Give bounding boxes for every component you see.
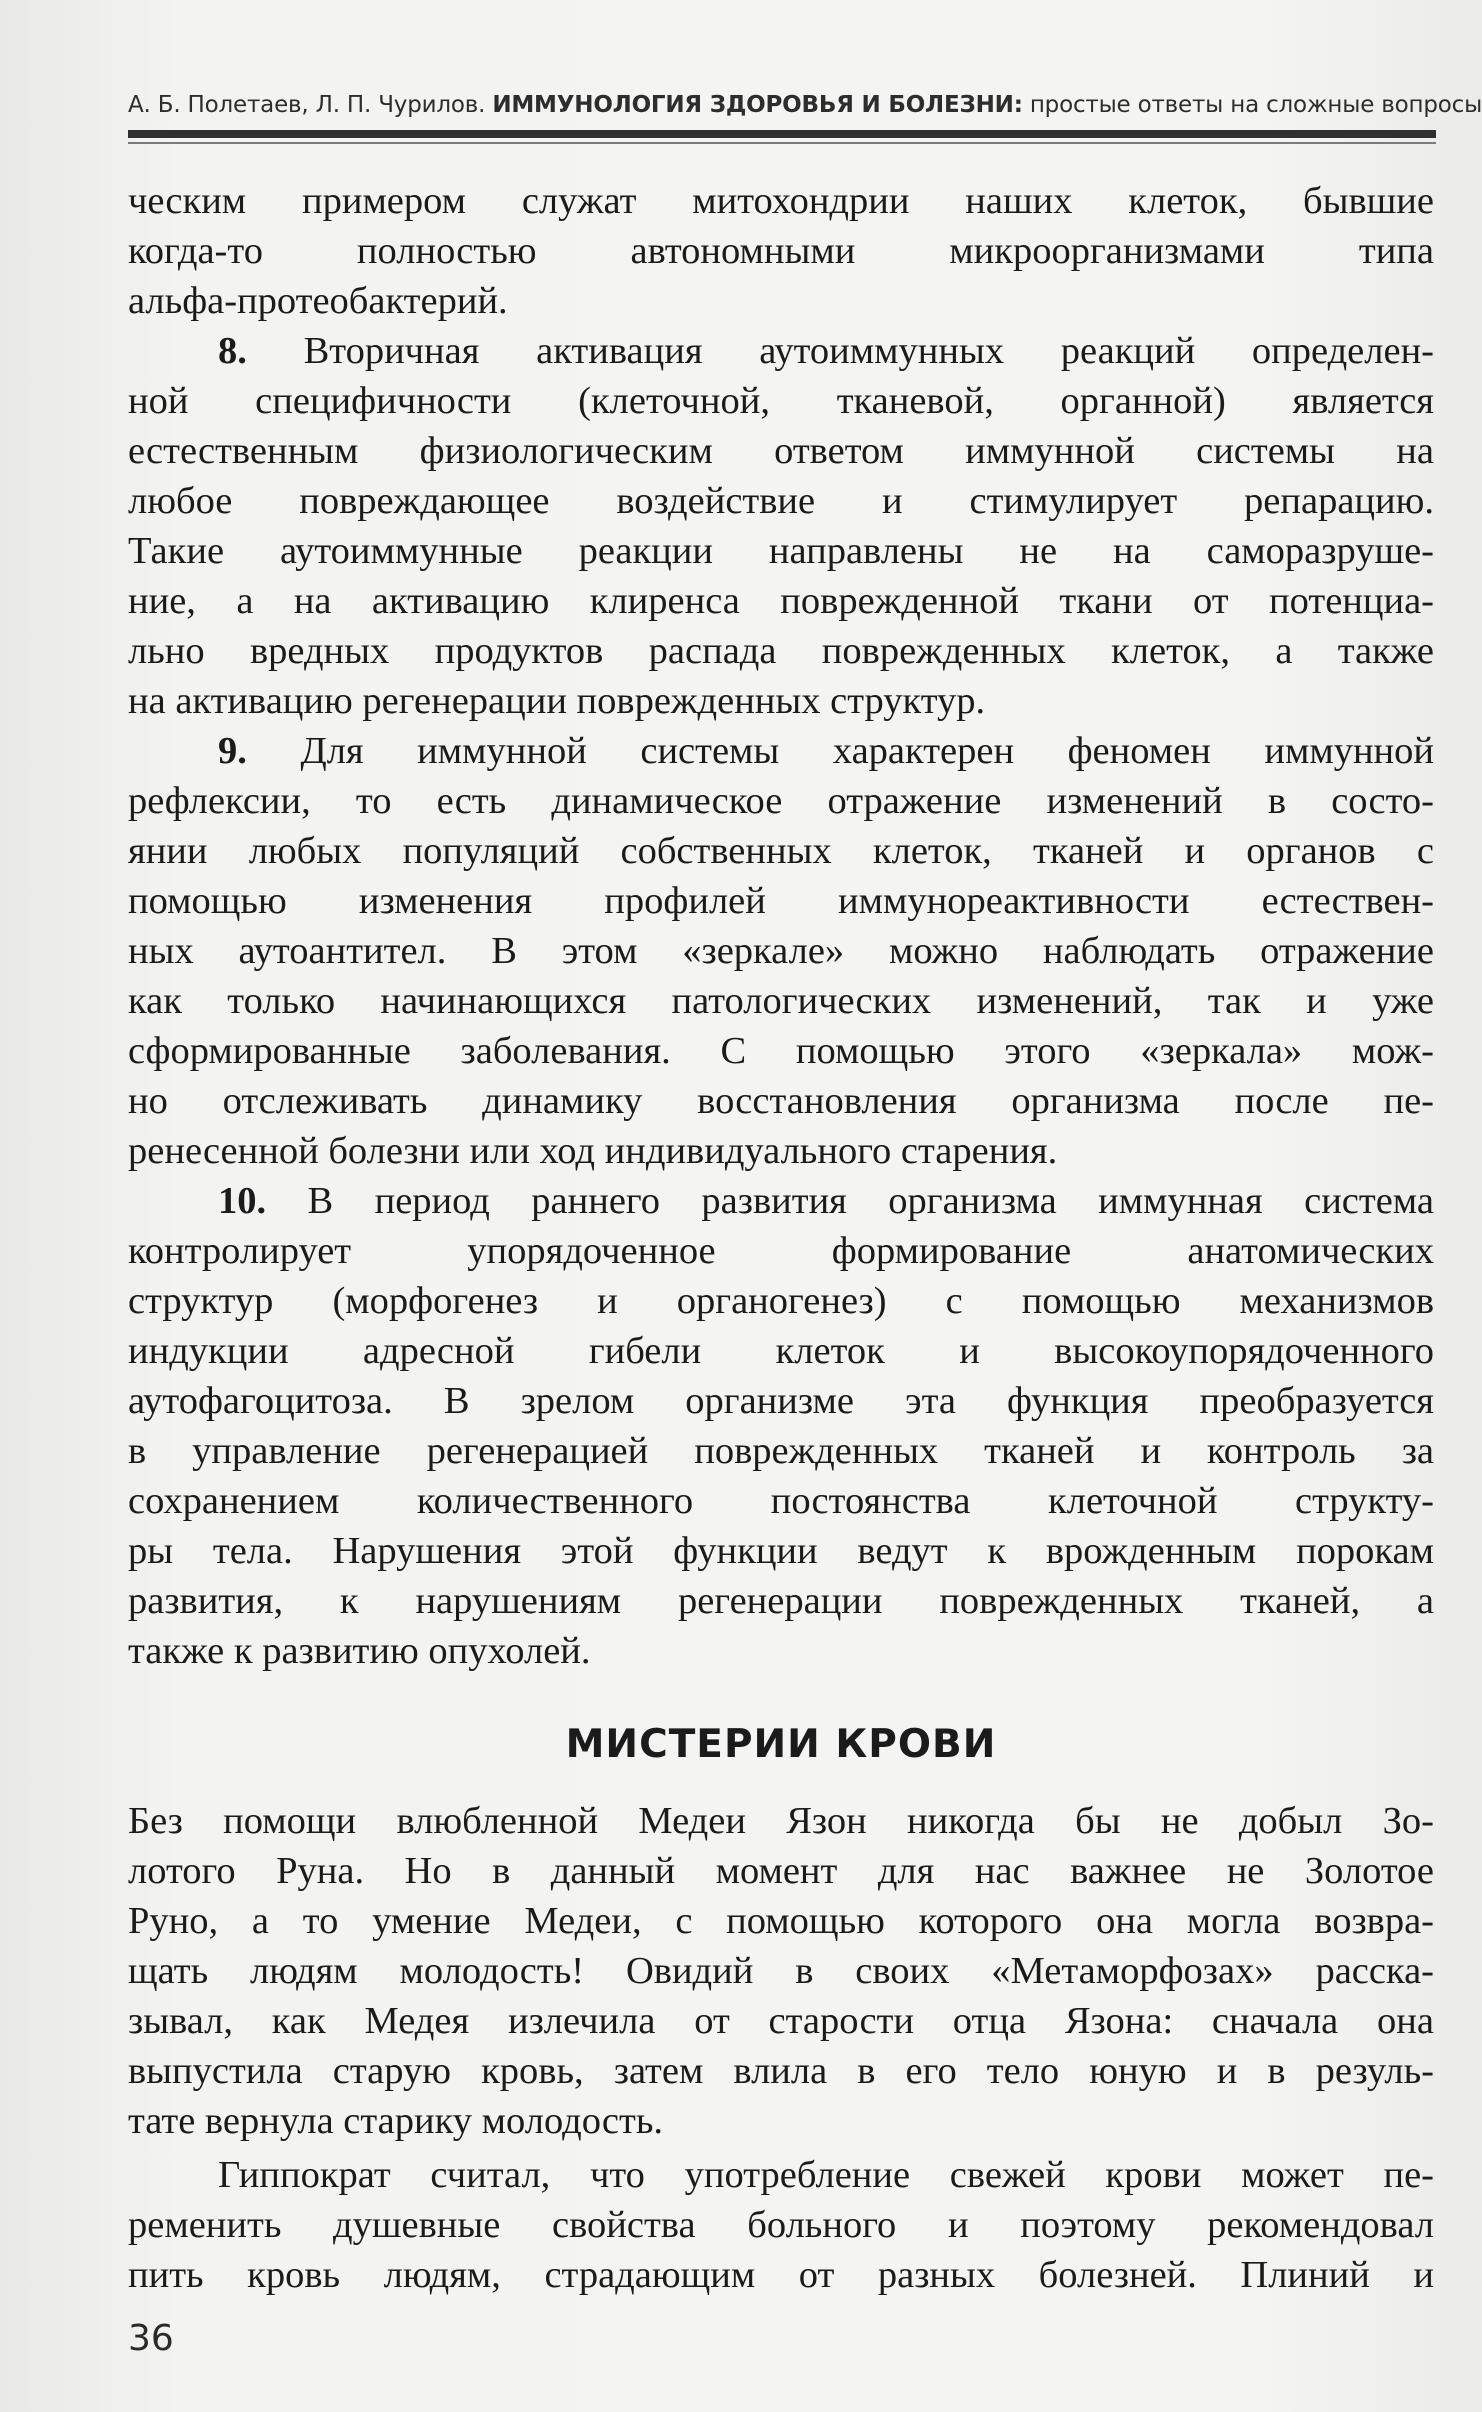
text-line: но отслеживать динамику восстановления организма после пе- [128,1080,1434,1122]
text-line: рефлексии, то есть динамическое отражение изменений в состо- [128,780,1434,822]
text-line: естественным физиологическим ответом иммунной системы на [128,430,1434,472]
text-line [128,326,1434,376]
section-heading: МИСТЕРИИ КРОВИ [565,1722,997,1767]
text-line: контролирует упорядоченное формирование анатомических [128,1230,1434,1272]
item-number: 8. [218,330,247,372]
text-line-content: Для иммунной системы характерен феномен иммунной [300,730,1435,772]
text-line [128,726,1434,776]
text-line: тате вернула старику молодость. [128,2100,664,2142]
text-line: ременить душевные свойства больного и поэтому рекомендовал [128,2204,1434,2246]
text-line: ной специфичности (клеточной, тканевой, органной) является [128,380,1434,422]
text-line: ных аутоантител. В этом «зеркале» можно наблюдать отражение [128,930,1434,972]
text-line: лотого Руна. Но в данный момент для нас важнее не Золотое [128,1850,1434,1892]
text-line: ческим примером служат митохондрии наших клеток, бывшие [128,180,1434,222]
text-line: льно вредных продуктов распада поврежденных клеток, а также [128,630,1434,672]
text-line: ренесенной болезни или ход индивидуального старения. [128,1130,1058,1172]
header-authors: А. Б. Полетаев, Л. П. Чурилов. [128,92,493,118]
item-number: 10. [218,1180,267,1222]
text-line: пить кровь людям, страдающим от разных болезней. Плиний и [128,2254,1434,2296]
text-line: Гиппократ считал, что употребление свежей крови может пе- [218,2154,1434,2196]
section-body-text [128,1796,1434,2146]
running-header [128,92,1482,118]
text-line: сформированные заболевания. С помощью этого «зеркала» мож- [128,1030,1434,1072]
text-line: щать людям молодость! Овидий в своих «Метаморфозах» расска- [128,1950,1434,1992]
text-line: ры тела. Нарушения этой функции ведут к врожденным порокам [128,1530,1434,1572]
text-line-content: В период раннего развития организма иммунная система [307,1180,1434,1222]
item-number: 9. [218,730,247,772]
text-line: когда-то полностью автономными микроорганизмами типа [128,230,1434,272]
text-line: янии любых популяций собственных клеток, тканей и органов с [128,830,1434,872]
text-line: на активацию регенерации поврежденных структур. [128,680,986,722]
text-line: помощью изменения профилей иммунореактивности естествен- [128,880,1434,922]
text-line: любое повреждающее воздействие и стимулирует репарацию. [128,480,1434,522]
text-line: сохранением количественного постоянства клеточной структу- [128,1480,1434,1522]
text-line: индукции адресной гибели клеток и высокоупорядоченного [128,1330,1434,1372]
text-line: Такие аутоиммунные реакции направлены не на саморазруше- [128,530,1434,572]
header-subtitle: простые ответы на сложные вопросы [1022,92,1482,118]
text-line: Руно, а то умение Медеи, с помощью которого она могла возвра- [128,1900,1434,1942]
text-line: зывал, как Медея излечила от старости отца Язона: сначала она [128,2000,1434,2042]
section-body-text-2 [128,2150,1434,2300]
text-line: как только начинающихся патологических изменений, так и уже [128,980,1434,1022]
text-line [128,1176,1434,1226]
text-line: развития, к нарушениям регенерации поврежденных тканей, а [128,1580,1434,1622]
text-line: структур (морфогенез и органогенез) с помощью механизмов [128,1280,1434,1322]
page-number: 36 [128,2318,174,2359]
header-rule [128,130,1436,138]
text-line: Без помощи влюбленной Медеи Язон никогда бы не добыл Зо- [128,1800,1434,1842]
text-line: выпустила старую кровь, затем влила в его тело юную и в резуль- [128,2050,1434,2092]
text-line: ние, а на активацию клиренса поврежденной ткани от потенциа- [128,580,1434,622]
header-book-title: ИММУНОЛОГИЯ ЗДОРОВЬЯ И БОЛЕЗНИ: [492,92,1023,118]
text-line: альфа-протеобактерий. [128,280,508,322]
body-text [128,176,1434,1676]
text-line: аутофагоцитоза. В зрелом организме эта функция преобразуется [128,1380,1434,1422]
header-rule-thin [128,142,1436,144]
text-line-content: Вторичная активация аутоиммунных реакций определен- [303,330,1434,372]
text-line: в управление регенерацией поврежденных тканей и контроль за [128,1430,1434,1472]
text-line: также к развитию опухолей. [128,1630,591,1672]
